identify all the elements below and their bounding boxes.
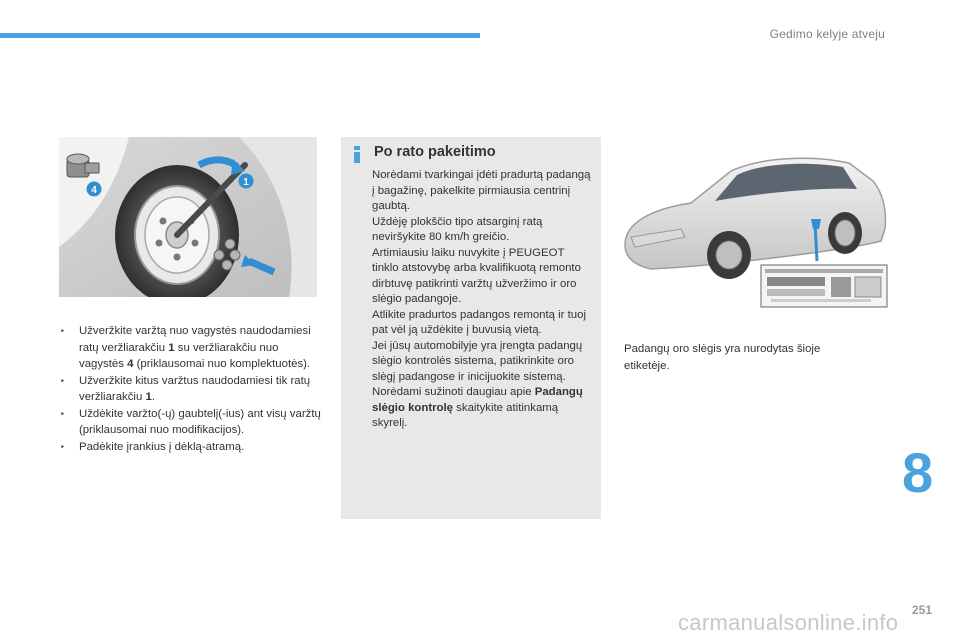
watermark: carmanualsonline.info <box>678 610 899 635</box>
info-paragraph: Atlikite pradurtos padangos remontą ir tuoj pat vėl ją uždėkite į buvusią vietą. <box>372 308 587 336</box>
info-title: Po rato pakeitimo <box>374 144 496 160</box>
info-paragraph: Norėdami sužinoti daugiau apie Padangų slėgio kontrolę skaitykite atitinkamą skyrelį. <box>372 386 583 429</box>
header-accent-bar <box>0 33 480 38</box>
list-item: ‣ Uždėkite varžto(-ų) gaubtelį(-ius) ant visų varžtų (priklausomai nuo modifikacijos). <box>60 407 321 436</box>
info-text <box>372 168 592 432</box>
list-item: ‣ Padėkite įrankius į dėklą-atramą. <box>60 439 322 456</box>
callout-1: 1 <box>243 177 249 188</box>
car-pressure-label-illustration <box>611 137 893 309</box>
cross-reference: Padangų slėgio kontrolę <box>372 386 583 414</box>
bullet-icon: ‣ <box>60 441 66 452</box>
wheel-wrench-illustration <box>59 137 317 297</box>
instruction-list <box>60 323 322 455</box>
list-item: ‣ Užveržkite kitus varžtus naudodamiesi tik ratų veržliarakčiu 1. <box>60 374 311 403</box>
chapter-number: 8 <box>902 441 934 504</box>
info-paragraph: Norėdami tvarkingai įdėti pradurtą padangą į bagažinę, pakelkite pirmiausia centrinį gaubtą. <box>372 169 591 212</box>
info-icon <box>353 146 361 162</box>
info-paragraph: Artimiausiu laiku nuvykite į PEUGEOT tinklo atstovybę arba kvalifikuotą remonto dirbtuvę patikrinti varžtų užveržimo ir oro slėgio padangoje. <box>372 246 581 305</box>
info-box <box>341 137 601 519</box>
section-title: Gedimo kelyje atveju <box>769 27 885 41</box>
info-paragraph: Uždėję plokščio tipo atsarginį ratą neviršykite 80 km/h greičio. <box>372 215 543 243</box>
figure-caption: Padangų oro slėgis yra nurodytas šioje etiketėje. <box>624 343 821 372</box>
tyre-pressure-label-icon <box>761 265 887 307</box>
page-number: 251 <box>912 603 933 617</box>
list-item: ‣ Užveržkite varžtą nuo vagystės naudodamiesi ratų veržliarakčiu 1 su veržliarakčiu nuo vagystės 4 (priklausomai nuo komplektuotės). <box>60 325 311 370</box>
bullet-icon: ‣ <box>60 375 66 386</box>
callout-4: 4 <box>91 185 97 196</box>
info-paragraph: Jei jūsų automobilyje yra įrengta padangų slėgio kontrolės sistema, patikrinkite oro slėgį padangose ir inicijuokite sistemą. <box>372 339 583 383</box>
bullet-icon: ‣ <box>60 408 66 419</box>
bullet-icon: ‣ <box>60 326 66 336</box>
